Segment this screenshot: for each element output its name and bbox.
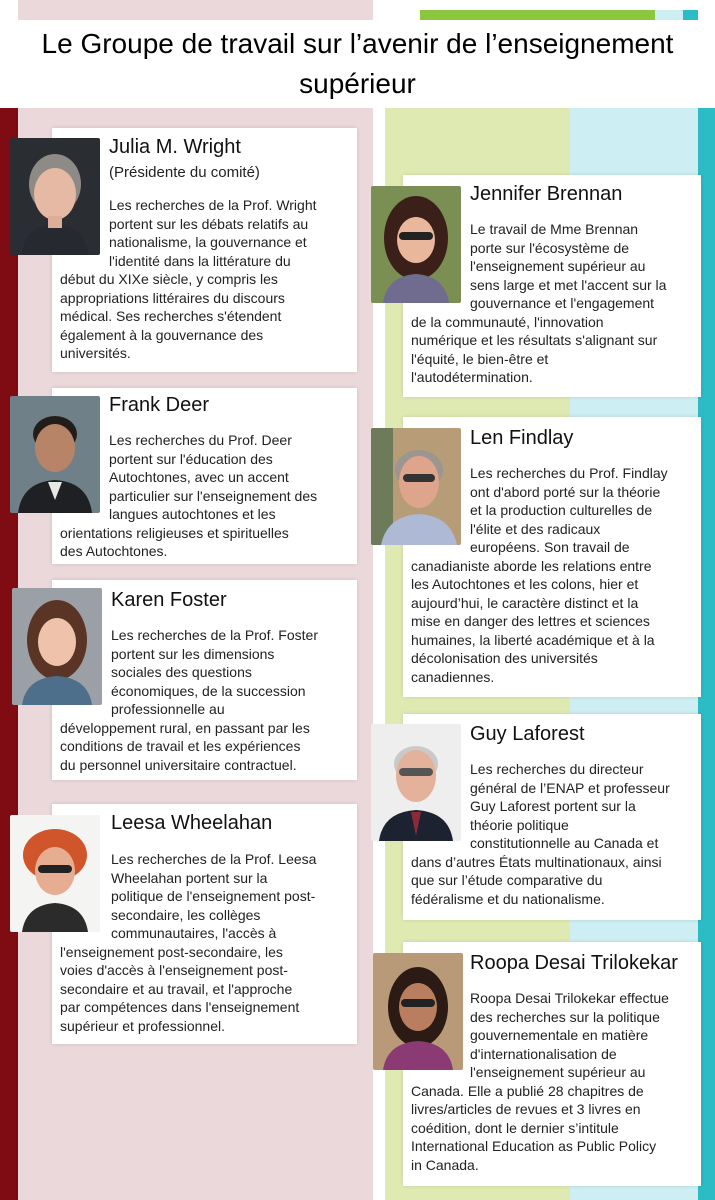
bio-line: voies d'accès à l'enseignement post- xyxy=(60,962,288,978)
bio-line: in Canada. xyxy=(411,1156,479,1173)
bio-line: politique de l'enseignement post- xyxy=(111,888,316,904)
bio-line: nationalisme, la gouvernance et xyxy=(109,234,307,250)
bio-line: général de l’ENAP et professeur xyxy=(470,779,670,796)
bio-line: universités. xyxy=(60,345,131,361)
member-name-findlay: Len Findlay xyxy=(470,427,574,449)
bio-line: début du XIXe siècle, y compris les xyxy=(60,271,278,287)
bio-line: International Education as Public Policy xyxy=(411,1138,657,1154)
member-bio-foster xyxy=(60,626,355,774)
bio-line: Guy Laforest portent sur la xyxy=(470,798,636,814)
top-teal-line xyxy=(683,10,698,20)
bio-line: coédition, dont le dernier s’intitule xyxy=(411,1119,619,1136)
bio-line: également à la gouvernance des xyxy=(60,326,264,343)
bio-line: Les recherches de la Prof. Wright xyxy=(109,197,317,213)
top-pink-band xyxy=(18,0,373,20)
bio-line: l'autodétermination. xyxy=(411,369,533,385)
bio-line: fédéralisme et du nationalisme. xyxy=(411,890,605,907)
member-bio-trilokekar xyxy=(411,989,701,1174)
bio-line: que sur l’étude comparative du xyxy=(411,872,603,888)
page-title xyxy=(10,24,705,104)
member-name-wheelahan: Leesa Wheelahan xyxy=(111,812,273,834)
bio-line: Wheelahan portent sur la xyxy=(111,869,268,886)
bio-line: médical. Ses recherches s'étendent xyxy=(60,308,282,324)
bio-line: Les recherches du Prof. Findlay xyxy=(470,465,668,481)
bio-line: mise en danger des lettres et sciences xyxy=(411,613,650,629)
bio-line: secondaire et au travail, et l'approche xyxy=(60,980,293,997)
bio-line: théorie politique xyxy=(470,816,569,833)
bio-line: portent sur les dimensions xyxy=(111,645,275,662)
bio-line: sens large et met l'accent sur la xyxy=(470,276,667,293)
bio-line: dans d’autres États multinationaux, ainsi xyxy=(411,853,662,870)
bio-line: Autochtones, avec un accent xyxy=(109,469,289,485)
bio-line: des Autochtones. xyxy=(60,543,168,559)
page-title-line-2: supérieur xyxy=(299,68,416,99)
member-name-laforest: Guy Laforest xyxy=(470,723,585,745)
bio-line: livres/articles de revues et 3 livres en xyxy=(411,1101,641,1117)
bio-line: conditions de travail et les expériences xyxy=(60,738,301,754)
bio-line: d'internationalisation de xyxy=(470,1045,617,1062)
bio-line: l'identité dans la littérature du xyxy=(109,252,291,269)
bio-line: professionnelle au xyxy=(111,701,225,717)
bio-line: du personnel universitaire contractuel. xyxy=(60,756,297,773)
bio-line: par compétences dans l'enseignement xyxy=(60,999,300,1015)
member-bio-deer xyxy=(60,431,355,561)
bio-line: secondaire, les collèges xyxy=(111,906,261,923)
member-bio-wheelahan xyxy=(60,850,355,1035)
bio-line: Les recherches du Prof. Deer xyxy=(109,432,292,448)
bio-line: communautaires, l'accès à xyxy=(111,925,277,941)
bio-line: sociales des questions xyxy=(111,664,252,680)
bio-line: gouvernance et l'engagement xyxy=(470,295,655,311)
bio-line: l'élite et des radicaux xyxy=(470,520,601,537)
bio-line: canadiennes. xyxy=(411,668,495,685)
bio-line: européens. Son travail de xyxy=(470,539,630,555)
bio-line: économiques, de la succession xyxy=(111,682,306,699)
bio-line: constitutionnelle au Canada et xyxy=(470,835,659,851)
member-bio-laforest xyxy=(411,760,701,908)
bio-line: gouvernementale en matière xyxy=(470,1027,649,1043)
bio-line: Les recherches de la Prof. Foster xyxy=(111,627,318,643)
member-bio-findlay xyxy=(411,464,701,686)
member-bio-brennan xyxy=(411,220,701,387)
bio-line: l'enseignement supérieur au xyxy=(470,258,646,274)
bio-line: et la production culturelles de xyxy=(470,502,653,518)
member-name-brennan: Jennifer Brennan xyxy=(470,183,623,205)
member-name-wright: Julia M. Wright xyxy=(109,136,241,158)
bio-line: l'équité, le bien-être et xyxy=(411,350,549,367)
bio-line: portent sur les débats relatifs au xyxy=(109,215,309,232)
bio-line: supérieur et professionnel. xyxy=(60,1017,225,1034)
bio-line: Les recherches de la Prof. Leesa xyxy=(111,851,317,867)
bio-line: aujourd’hui, le caractère distinct et la xyxy=(411,594,639,611)
bio-line: développement rural, en passant par les xyxy=(60,719,310,736)
member-name-foster: Karen Foster xyxy=(111,589,227,611)
bio-line: des recherches sur la politique xyxy=(470,1008,660,1025)
bio-line: particulier sur l'enseignement des xyxy=(109,487,318,504)
bio-line: Roopa Desai Trilokekar effectue xyxy=(470,990,669,1006)
bio-line: portent sur l'éducation des xyxy=(109,450,273,467)
member-name-trilokekar: Roopa Desai Trilokekar xyxy=(470,952,678,974)
bio-line: appropriations littéraires du discours xyxy=(60,289,285,306)
page-title-line-1: Le Groupe de travail sur l’avenir de l’enseignement xyxy=(41,28,674,59)
member-bio-wright xyxy=(60,196,355,363)
top-green-line xyxy=(420,10,655,20)
bio-line: Les recherches du directeur xyxy=(470,761,644,777)
bio-line: langues autochtones et les xyxy=(109,506,276,522)
bio-line: humaines, la liberté académique et à la xyxy=(411,631,655,648)
bio-line: Le travail de Mme Brennan xyxy=(470,221,639,237)
bio-line: orientations religieuses et spirituelles xyxy=(60,524,289,541)
bio-line: l'enseignement post-secondaire, les xyxy=(60,943,283,960)
bio-line: de la communauté, l'innovation xyxy=(411,313,604,330)
bio-line: ont d'abord porté sur la théorie xyxy=(470,483,661,500)
bio-line: numérique et les résultats s'alignant sur xyxy=(411,332,658,348)
bio-line: porte sur l'écosystème de xyxy=(470,239,630,256)
bio-line: décolonisation des universités xyxy=(411,650,598,666)
bio-line: canadianiste aborde les relations entre xyxy=(411,557,652,574)
bio-line: Canada. Elle a publié 28 chapitres de xyxy=(411,1082,644,1099)
member-name-deer: Frank Deer xyxy=(109,394,210,416)
top-cyan-line xyxy=(655,10,683,20)
member-role-wright: (Présidente du comité) xyxy=(109,164,260,181)
bio-line: l'enseignement supérieur au xyxy=(470,1064,646,1080)
bio-line: les Autochtones et les colons, hier et xyxy=(411,576,639,592)
